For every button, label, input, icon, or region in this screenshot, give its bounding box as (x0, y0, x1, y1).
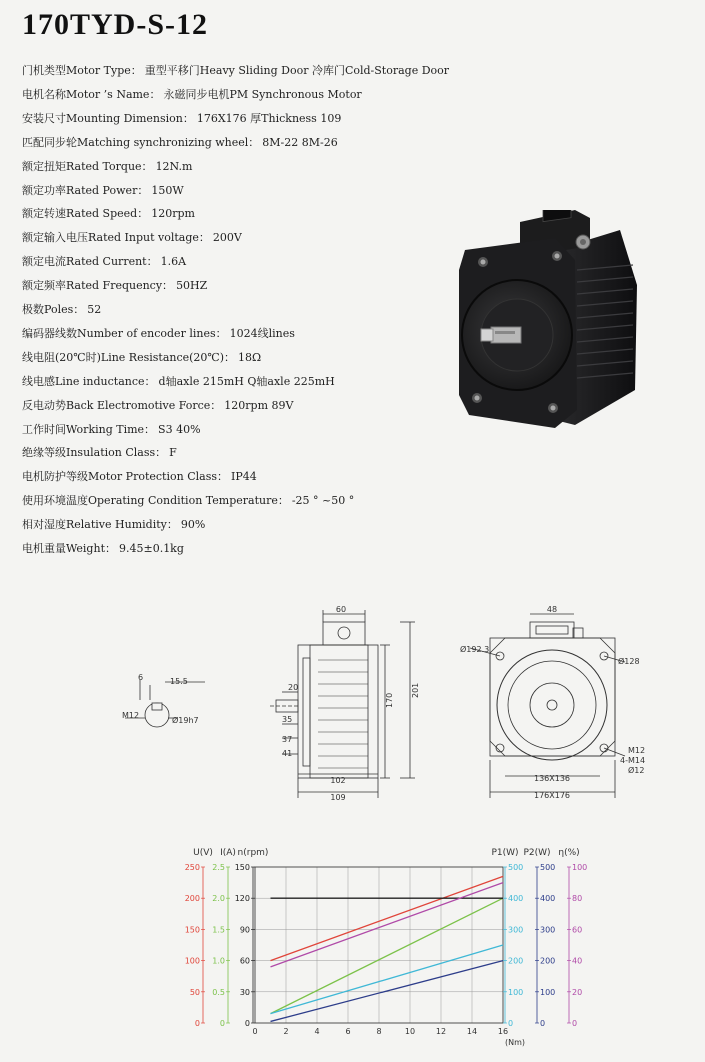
spec-value: 52 (87, 303, 102, 316)
technical-drawing (0, 600, 705, 810)
dim-48: 48 (546, 605, 558, 614)
axis-tick-label: 150 (184, 925, 200, 935)
spec-value: 9.45±0.1kg (118, 542, 184, 555)
dim-shaft-dia: Ø19h7 (172, 716, 199, 725)
spec-label: 匹配同步轮Matching synchronizing wheel： (22, 135, 260, 149)
axis-title: I(A) (220, 848, 236, 858)
x-tick-label: 2 (283, 1027, 289, 1036)
dim-35: 35 (282, 715, 293, 724)
spec-row (22, 423, 201, 437)
spec-value: S3 40% (158, 422, 201, 436)
spec-row (22, 207, 195, 221)
dim-60: 60 (335, 605, 347, 614)
spec-row (22, 303, 101, 317)
axis-tick-label: 500 (508, 863, 524, 872)
spec-row (22, 494, 354, 508)
spec-row (22, 255, 186, 269)
x-axis-label: (Nm) (504, 1038, 526, 1047)
spec-row (22, 231, 242, 245)
spec-value: 120rpm 89V (224, 398, 294, 412)
spec-value: 50HZ (176, 279, 208, 293)
axis-tick-label: 0.5 (212, 987, 225, 997)
axis-tick-label: 100 (540, 987, 556, 997)
axis-tick-label: 80 (572, 894, 583, 904)
dim-d12: Ø12 (628, 766, 645, 775)
series-line-U (271, 876, 504, 960)
axis-tick-label: 120 (234, 894, 250, 904)
dim-102: 102 (330, 776, 346, 785)
dim-136: 136X136 (533, 774, 571, 783)
x-tick-label: 6 (345, 1027, 351, 1036)
spec-row (22, 327, 295, 341)
axis-tick-label: 1.5 (212, 925, 225, 935)
spec-value: 8M-22 8M-26 (262, 135, 338, 149)
spec-label: 工作时间Working Time： (22, 422, 156, 436)
spec-label: 门机类型Motor Type： (22, 64, 142, 77)
axis-tick-label: 90 (239, 925, 250, 935)
axis-tick-label: 60 (239, 956, 250, 966)
axis-tick-label: 400 (508, 894, 524, 904)
spec-label: 额定电流Rated Current： (22, 255, 158, 269)
spec-label: 相对湿度Relative Humidity： (22, 518, 178, 532)
dim-depth: 15.5 (170, 677, 188, 686)
spec-row (22, 112, 341, 126)
axis-title: U(V) (193, 848, 213, 858)
dim-m14: 4-M14 (620, 756, 646, 765)
spec-row (22, 279, 207, 293)
spec-label: 绝缘等级Insulation Class： (22, 446, 167, 460)
axis-tick-label: 100 (184, 956, 200, 966)
spec-label: 编码器线数Number of encoder lines： (22, 326, 227, 340)
spec-value: 1.6A (160, 255, 187, 269)
spec-row (22, 351, 261, 365)
axis-tick-label: 250 (184, 863, 200, 872)
spec-value: IP44 (230, 470, 257, 484)
spec-value: F (169, 446, 177, 460)
spec-label: 额定扭矩Rated Torque： (22, 159, 153, 173)
performance-chart (170, 840, 600, 1050)
axis-tick-label: 200 (184, 894, 200, 904)
dim-201: 201 (411, 682, 420, 698)
spec-row (22, 88, 362, 102)
spec-value: 永磁同步电机PM Synchronous Motor (163, 87, 362, 101)
motor-photo (455, 210, 640, 435)
dim-key: 6 (138, 673, 144, 682)
axis-tick-label: 200 (540, 956, 556, 966)
spec-value: 176X176 厚Thickness 109 (196, 111, 342, 125)
series-line-η (271, 883, 504, 967)
axis-tick-label: 0 (572, 1019, 578, 1028)
axis-tick-label: 60 (572, 925, 583, 935)
spec-value: 18Ω (238, 350, 262, 364)
spec-row (22, 399, 293, 413)
x-tick-label: 10 (404, 1027, 416, 1036)
spec-value: 200V (212, 231, 242, 245)
spec-value: -25 ° ~50 ° (291, 494, 355, 508)
spec-row (22, 446, 177, 460)
dim-109: 109 (330, 793, 346, 802)
axis-tick-label: 0 (194, 1019, 200, 1028)
spec-label: 电机名称Motor ’s Name： (22, 87, 161, 101)
spec-row (22, 470, 257, 484)
spec-label: 反电动势Back Electromotive Force： (22, 398, 222, 412)
spec-value: 重型平移门Heavy Sliding Door 冷库门Cold-Storage Door (144, 64, 450, 77)
axis-tick-label: 150 (234, 863, 250, 872)
dim-37: 37 (282, 735, 293, 744)
axis-title: n(rpm) (237, 848, 269, 858)
axis-tick-label: 30 (239, 987, 250, 997)
axis-tick-label: 2.0 (212, 894, 225, 904)
spec-label: 安装尺寸Mounting Dimension： (22, 111, 194, 125)
x-tick-label: 0 (252, 1027, 258, 1036)
axis-tick-label: 300 (508, 925, 524, 935)
dim-176: 176X176 (533, 791, 571, 800)
spec-value: 90% (180, 518, 206, 532)
axis-tick-label: 300 (540, 925, 556, 935)
axis-tick-label: 20 (572, 987, 583, 997)
axis-tick-label: 0 (219, 1019, 225, 1028)
axis-tick-label: 0 (508, 1019, 514, 1028)
axis-title: η(%) (558, 848, 580, 858)
x-tick-label: 14 (466, 1027, 478, 1036)
x-tick-label: 4 (314, 1027, 320, 1036)
x-tick-label: 12 (435, 1027, 447, 1036)
spec-row (22, 184, 184, 198)
x-tick-label: 8 (376, 1027, 382, 1036)
axis-tick-label: 0 (244, 1019, 250, 1028)
axis-tick-label: 1.0 (212, 956, 225, 966)
dim-41: 41 (282, 749, 293, 758)
axis-tick-label: 2.5 (212, 863, 225, 872)
dim-20: 20 (288, 683, 299, 692)
axis-title: P2(W) (523, 848, 551, 858)
spec-label: 额定频率Rated Frequency： (22, 279, 174, 293)
x-tick-label: 16 (497, 1027, 509, 1036)
dim-170: 170 (385, 692, 394, 708)
spec-value: 150W (151, 183, 184, 197)
spec-label: 额定输入电压Rated Input voltage： (22, 231, 210, 245)
axis-tick-label: 400 (540, 894, 556, 904)
spec-row (22, 136, 338, 150)
spec-row (22, 160, 192, 174)
spec-label: 线电阻(20℃时)Line Resistance(20℃)： (22, 350, 236, 364)
spec-label: 极数Poles： (22, 303, 85, 316)
spec-value: 120rpm (151, 207, 195, 221)
spec-value: 12N.m (155, 159, 193, 173)
axis-tick-label: 200 (508, 956, 524, 966)
spec-label: 额定功率Rated Power： (22, 183, 149, 197)
axis-tick-label: 500 (540, 863, 556, 872)
spec-row (22, 542, 184, 556)
axis-tick-label: 40 (572, 956, 583, 966)
spec-value: 1024线lines (229, 326, 295, 340)
dim-192: Ø192.3 (460, 645, 490, 654)
axis-tick-label: 50 (189, 987, 200, 997)
axis-title: P1(W) (491, 848, 519, 858)
axis-tick-label: 100 (508, 987, 524, 997)
spec-label: 额定转速Rated Speed： (22, 207, 149, 221)
spec-label: 电机防护等级Motor Protection Class： (22, 470, 228, 484)
dim-thread: M12 (122, 711, 140, 720)
axis-tick-label: 0 (540, 1019, 546, 1028)
spec-label: 使用环境温度Operating Condition Temperature： (22, 494, 289, 508)
dim-128: Ø128 (618, 657, 640, 666)
dim-m12: M12 (628, 746, 646, 755)
page-title: 170TYD-S-12 (22, 8, 209, 41)
spec-row (22, 64, 449, 78)
spec-value: d轴axle 215mH Q轴axle 225mH (158, 374, 335, 388)
series-line-P2 (271, 961, 504, 1022)
axis-tick-label: 100 (572, 863, 588, 872)
spec-row (22, 518, 205, 532)
spec-label: 线电感Line inductance： (22, 374, 156, 388)
spec-row (22, 375, 335, 389)
spec-label: 电机重量Weight： (22, 542, 116, 555)
